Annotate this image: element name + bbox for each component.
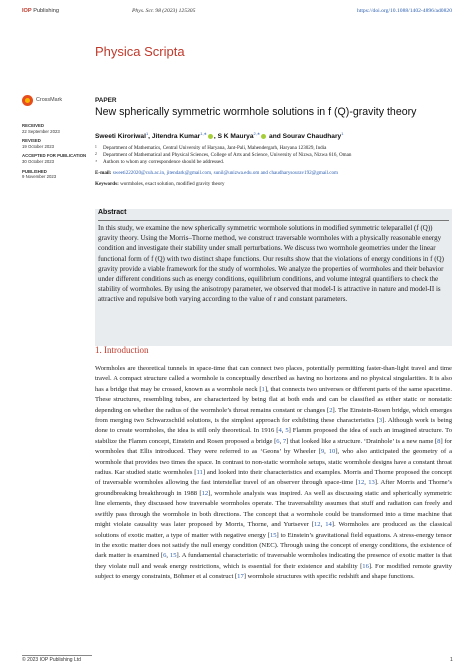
footer-divider bbox=[22, 655, 92, 656]
keywords-line: Keywords: wormholes, exact solution, modified gravity theory bbox=[95, 181, 225, 187]
author-name[interactable]: and Sourav Chaudhary bbox=[269, 133, 342, 141]
body-text-run: ]. After Morris and Thorne’s groundbreaking breakthrough in 1988 [ bbox=[95, 479, 453, 497]
affiliation-item: ∗ Authors to whom any correspondence should be addressed. bbox=[95, 158, 225, 165]
citation-link[interactable]: 2 bbox=[329, 406, 333, 414]
orcid-icon[interactable] bbox=[261, 134, 266, 139]
body-text-run: , bbox=[279, 437, 283, 445]
crossmark-badge[interactable] bbox=[22, 93, 74, 109]
body-text-run: ]. Wormholes are produced as the classical solutions of exotic matter, a type of matter with negative energy [ bbox=[95, 521, 452, 539]
citation-link[interactable]: 4 bbox=[278, 427, 282, 435]
crossmark-label: CrossMark bbox=[36, 97, 63, 103]
affiliation-item: 1 Department of Mathematics, Central University of Haryana, Jant-Pali, Mahendergarh, Haryana 123029, India bbox=[95, 145, 327, 151]
article-type-label: PAPER bbox=[95, 97, 117, 104]
abstract-heading: Abstract bbox=[98, 209, 127, 216]
citation-link[interactable]: 8 bbox=[437, 437, 441, 445]
citation-link[interactable]: 14 bbox=[325, 521, 332, 529]
body-text-run: Wormholes are theoretical tunnels in space-time that can connect two places, potentially permitting faster-than-light travel and time travel. A compact structure called a wormhole is conceptually described as having no horizons and no physical singularities. It is also has a bridge that may be crossed, known as a wormhole neck [ bbox=[95, 365, 452, 393]
introduction-paragraph bbox=[95, 364, 452, 583]
abstract-text: In this study, we examine the new spherically symmetric wormhole solutions in modified symmetric teleparallel (f (Q)) gravity theory. Using the Morris–Thorne method, we construct traversable wormholes with a physically reasonable energy condition and investigate their stability under small perturbations. We discuss two wormhole geometries under the linear functional form of f (Q) with two distinct shape functions. Our results show that the violations of energy conditions in f (Q) gravity provide a viable framework for the study of wormholes. We analyze the properties of wormholes and their behavior under different conditions such as energy conditions, equilibrium conditions, and volume integral quantifiers to check the stability of wormholes. By using the anisotropy parameter, we observed that model-I is attractive in nature and model-II is attractive and repulsive both varying according to the value of r and constant parameters. bbox=[98, 224, 444, 304]
affiliation-item: 2 Department of Mathematical and Physical Sciences, College of Arts and Science, University of Nizwa, Nizwa 616, Oman bbox=[95, 151, 352, 158]
body-text-run: ], wormhole analysis was inspired. As well as discussing static and spherically symmetric line elements, they discussed how traversable wormholes operate. The traversability assumes that stuff and radiation can freely and swiftly pass through the wormhole in both directions. The concept that a wormhole could be transformed into a time machine that might violate causality was later proposed by Morris, Thorne, and Yurtsever [ bbox=[95, 489, 453, 529]
abstract-divider bbox=[98, 220, 449, 221]
citation-link[interactable]: 17 bbox=[237, 573, 244, 581]
top-bar bbox=[22, 8, 452, 18]
history-received: RECEIVED 22 September 2023 bbox=[22, 123, 60, 134]
citation-link[interactable]: 12 bbox=[357, 479, 365, 487]
crossmark-icon bbox=[22, 95, 33, 106]
citation-link[interactable]: 3 bbox=[378, 417, 383, 425]
history-published: PUBLISHED 9 November 2023 bbox=[22, 168, 57, 180]
body-text-run: , bbox=[364, 479, 369, 487]
body-text-run: ] Flamm proposed the idea of such an imagined structure. To stabilize the Flamm concept, Einstein and Rosen proposed a bridge [ bbox=[95, 427, 453, 445]
body-text-run: ]. Although work is being done to create wormholes, the idea is still only theoretical. In 1916 [ bbox=[95, 417, 452, 435]
email-addresses[interactable]: sweeti222020@cuh.ac.in, jitendark@gmail.com, sunil@unizwa.edu.om and chaudharysourav192@gmail.com bbox=[112, 170, 338, 176]
journal-name[interactable]: Physica Scripta bbox=[95, 44, 185, 59]
body-text-run: , bbox=[281, 427, 286, 435]
body-text-run: ] for wormholes that Ellis introduced. They were referred to as ‘Geons’ by Wheeler [ bbox=[95, 437, 453, 456]
citation-link[interactable]: 10 bbox=[328, 448, 336, 456]
publisher-logo[interactable]: IOP Publishing bbox=[22, 8, 60, 14]
body-text-run: ]. The Einstein-Rosen bridge, which emerges from merging two Schwarzschild solutions, is the simplest approach for exhibiting these characteristics [ bbox=[95, 406, 453, 425]
citation-link[interactable]: 13 bbox=[368, 479, 375, 487]
body-text-run: ]. A fundamental characteristic of traversable wormholes indicating the presence of exotic matter is that they violate null and weak energy restrictions, which is essential for their existence and stability [ bbox=[95, 552, 452, 570]
body-text-run: , bbox=[320, 521, 326, 529]
history-revised: REVISED 19 October 2023 bbox=[22, 138, 55, 149]
paper-title: New spherically symmetric wormhole solutions in f (Q)-gravity theory bbox=[95, 106, 417, 118]
article-history bbox=[22, 123, 90, 184]
citation-link[interactable]: 15 bbox=[269, 531, 277, 539]
copyright-notice: © 2023 IOP Publishing Ltd bbox=[22, 657, 81, 663]
citation-link[interactable]: 6 bbox=[163, 552, 167, 560]
citation-link[interactable]: 12 bbox=[201, 489, 209, 497]
page-number: 1 bbox=[450, 657, 453, 663]
citation-link[interactable]: 15 bbox=[169, 552, 177, 560]
section-heading-introduction: 1. Introduction bbox=[95, 345, 149, 355]
body-text-run: ]. For modified remote gravity subject to energy constraints, Böhmer et al construct [ bbox=[95, 562, 452, 581]
citation-link[interactable]: 12 bbox=[313, 521, 321, 529]
body-text-run: ], that connects two universes or different parts of the same spacetime. These structures, resembling tubes, are characterized by being flat at both ends and can be classified as either static or nonstatic depending on whether the radius of the wormhole’s throat remains constant or changes [ bbox=[95, 385, 452, 414]
orcid-icon[interactable] bbox=[208, 134, 213, 139]
citation-link[interactable]: 11 bbox=[196, 469, 203, 477]
doi-link[interactable]: https://doi.org/10.1088/1402-4896/ad0820 bbox=[357, 8, 452, 14]
author-name[interactable]: Sweeti Kiroriwal bbox=[95, 133, 146, 141]
email-line: E-mail: sweeti222020@cuh.ac.in, jitendark@gmail.com, sunil@unizwa.edu.om and chaudharysourav192@gmail.com bbox=[95, 170, 338, 176]
citation-link[interactable]: 16 bbox=[362, 562, 369, 570]
body-text-run: ] wormhole structures with specific redshift and shape functions. bbox=[243, 573, 415, 581]
citation-link[interactable]: 9 bbox=[320, 448, 325, 456]
history-accepted: ACCEPTED FOR PUBLICATION 30 October 2023 bbox=[22, 153, 87, 164]
body-text-run: ], who also anticipated the geometry of a wormhole that provides two times the space. In contrast to non-static wormhole setups, static wormhole designs have a constant throat radius. Kar studied static wormholes [ bbox=[95, 448, 453, 477]
citation-link[interactable]: 5 bbox=[285, 427, 289, 435]
body-text-run: ] that looked like a structure. ‘Drainhole’ is a new name [ bbox=[286, 437, 438, 445]
citation-link[interactable]: 6 bbox=[276, 437, 280, 445]
author-list: Sweeti Kiroriwal$^1$, Jitendra Kumar$^{1,∗}$ , S K Maurya$^{2,∗}$ and Sourav Chaudhary$^1$ bbox=[95, 131, 344, 141]
body-text-run: ] to Einstein’s gravitational field equations. A stress-energy tensor in the exotic matter does not satisfy the null energy condition (NEC). Through using the concept of energy conditions, the existence of dark matter is examined [ bbox=[95, 531, 452, 560]
author-name[interactable]: S K Maurya bbox=[217, 133, 254, 141]
author-name[interactable]: Jitendra Kumar bbox=[151, 133, 201, 141]
citation-link[interactable]: 7 bbox=[282, 437, 287, 445]
body-text-run: , bbox=[324, 448, 329, 456]
citation-link[interactable]: 1 bbox=[261, 385, 265, 393]
body-text-run: , bbox=[166, 552, 170, 560]
body-text-run: ] and looked into their characteristics and examples. Morris and Thorne proposed the concept of traversable wormholes allowing the fast interstellar travel of an observer through space-time [ bbox=[95, 469, 452, 487]
affiliations bbox=[95, 145, 455, 166]
journal-citation: Phys. Scr. 98 (2023) 125305 bbox=[132, 8, 196, 14]
